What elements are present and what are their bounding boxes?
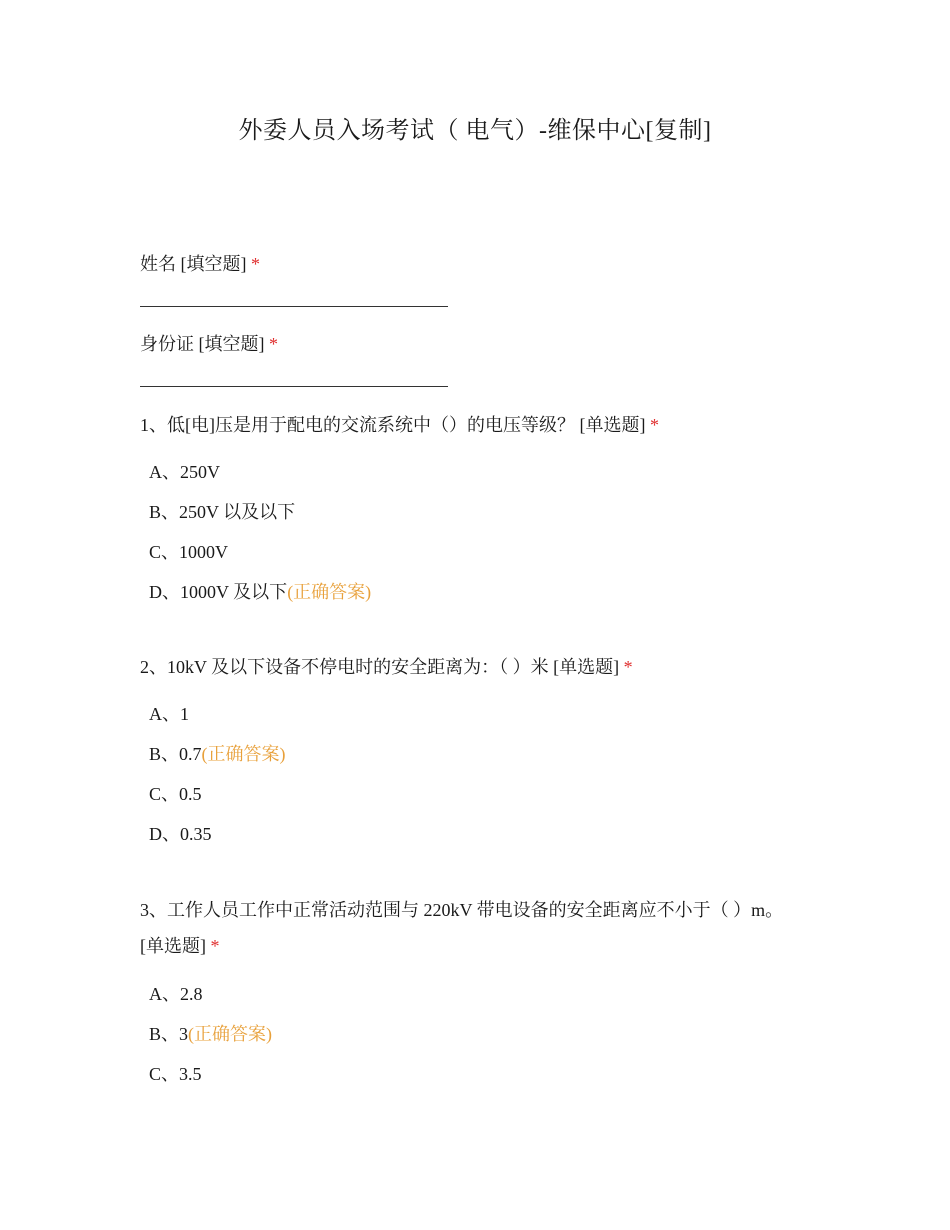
id-answer-line[interactable] (140, 386, 448, 387)
question-1-text: 1、低[电]压是用于配电的交流系统中（）的电压等级？ [单选题] (140, 415, 650, 435)
question-1-option-b[interactable]: B、250V 以及以下 (149, 502, 296, 522)
question-1-option-d-text: D、1000V 及以下 (149, 582, 288, 602)
question-1-title (140, 407, 820, 443)
question-2-option-a[interactable]: A、1 (149, 704, 189, 724)
question-2-text: 2、10kV 及以下设备不停电时的安全距离为：（ ）米 [单选题] (140, 657, 624, 677)
correct-answer-tag: (正确答案) (201, 744, 286, 764)
question-2-option-b[interactable] (149, 742, 286, 766)
question-3-option-c[interactable]: C、3.5 (149, 1064, 202, 1084)
question-2-title (140, 649, 820, 685)
question-1-option-a[interactable]: A、250V (149, 462, 220, 482)
question-3-option-a[interactable]: A、2.8 (149, 984, 203, 1004)
id-field-text: 身份证 [填空题] (140, 334, 269, 354)
required-mark: * (623, 657, 633, 677)
question-2-option-b-text: B、0.7 (149, 744, 202, 764)
required-mark: * (210, 936, 220, 956)
question-3-option-b[interactable] (149, 1022, 272, 1046)
name-field-label (140, 246, 820, 282)
question-1-option-c[interactable]: C、1000V (149, 542, 229, 562)
question-3-option-b-text: B、3 (149, 1024, 189, 1044)
correct-answer-tag: (正确答案) (188, 1024, 273, 1044)
required-mark: * (269, 334, 278, 354)
page-title: 外委人员入场考试（ 电气）-维保中心[复制] (238, 118, 712, 144)
question-3-text-line1: 3、工作人员工作中正常活动范围与 220kV 带电设备的安全距离应不小于（ ）m。 (140, 900, 784, 920)
id-field-label (140, 326, 820, 362)
correct-answer-tag: (正确答案) (287, 582, 372, 602)
question-3-text-line2: [单选题] (140, 936, 211, 956)
required-mark: * (251, 254, 260, 274)
name-answer-line[interactable] (140, 306, 448, 307)
required-mark: * (649, 415, 659, 435)
question-2-option-d[interactable]: D、0.35 (149, 824, 212, 844)
question-3-title (140, 892, 820, 964)
question-1-option-d[interactable] (149, 580, 371, 604)
question-2-option-c[interactable]: C、0.5 (149, 784, 202, 804)
name-field-text: 姓名 [填空题] (140, 254, 251, 274)
